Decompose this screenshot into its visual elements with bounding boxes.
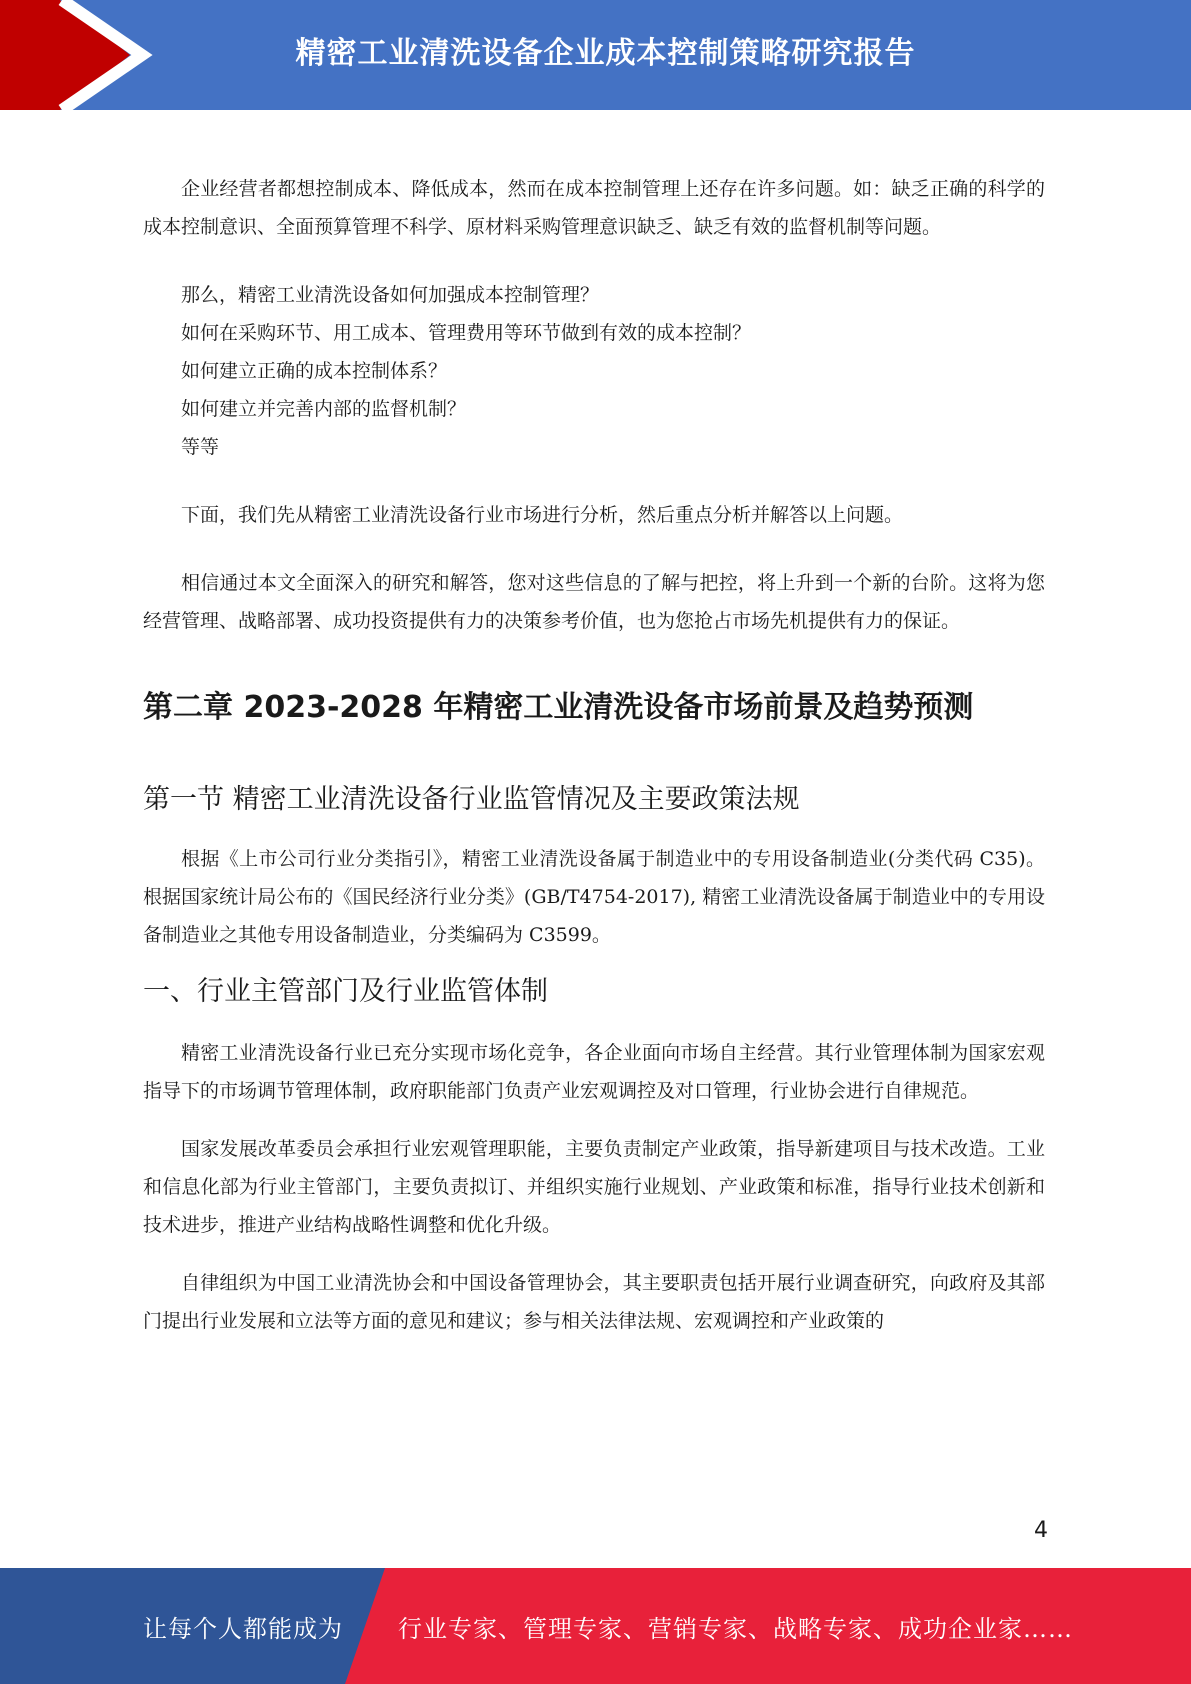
question-item: 等等: [181, 436, 220, 458]
document-body: [143, 170, 1045, 1340]
footer-slogan-right: 行业专家、管理专家、营销专家、战略专家、成功企业家……: [398, 1614, 1073, 1643]
footer-slogan-left: 让每个人都能成为: [143, 1614, 343, 1643]
section-paragraph-1: 根据《上市公司行业分类指引》，精密工业清洗设备属于制造业中的专用设备制造业(分类代码 C35)。根据国家统计局公布的《国民经济行业分类》(GB/T4754-2017), 精密工业清洗设备属于制造业中的专用设备制造业之其他专用设备制造业，分类编码为 C3599。: [143, 848, 1045, 946]
subsection-heading: 一、行业主管部门及行业监管体制: [143, 976, 548, 1007]
question-item: 如何建立并完善内部的监督机制？: [181, 398, 467, 420]
header-banner: [0, 0, 1191, 110]
subsection-paragraph-3: 自律组织为中国工业清洗协会和中国设备管理协会，其主要职责包括开展行业调查研究，向政府及其部门提出行业发展和立法等方面的意见和建议；参与相关法律法规、宏观调控和产业政策的: [143, 1272, 1045, 1332]
question-item: 那么，精密工业清洗设备如何加强成本控制管理？: [181, 284, 600, 306]
header-arrow-graphic: [0, 0, 160, 110]
subsection-paragraph-1: 精密工业清洗设备行业已充分实现市场化竞争，各企业面向市场自主经营。其行业管理体制为国家宏观指导下的市场调节管理体制，政府职能部门负责产业宏观调控及对口管理，行业协会进行自律规范。: [143, 1042, 1045, 1102]
intro-paragraph-1: 企业经营者都想控制成本、降低成本，然而在成本控制管理上还存在许多问题。如：缺乏正确的科学的成本控制意识、全面预算管理不科学、原材料采购管理意识缺乏、缺乏有效的监督机制等问题。: [143, 178, 1045, 238]
report-title: 精密工业清洗设备企业成本控制策略研究报告: [295, 36, 916, 71]
question-item: 如何建立正确的成本控制体系？: [181, 360, 448, 382]
chapter-heading: 第二章 2023-2028 年精密工业清洗设备市场前景及趋势预测: [143, 690, 974, 725]
page-number: 4: [1034, 1518, 1048, 1543]
intro-paragraph-3: 相信通过本文全面深入的研究和解答，您对这些信息的了解与把控，将上升到一个新的台阶。这将为您经营管理、战略部署、成功投资提供有力的决策参考价值，也为您抢占市场先机提供有力的保证。: [143, 572, 1045, 632]
intro-paragraph-2: 下面，我们先从精密工业清洗设备行业市场进行分析，然后重点分析并解答以上问题。: [181, 504, 904, 526]
question-list: [143, 276, 1045, 466]
question-item: 如何在采购环节、用工成本、管理费用等环节做到有效的成本控制？: [181, 322, 752, 344]
footer-banner: [0, 1568, 1191, 1684]
subsection-paragraph-2: 国家发展改革委员会承担行业宏观管理职能，主要负责制定产业政策，指导新建项目与技术改造。工业和信息化部为行业主管部门，主要负责拟订、并组织实施行业规划、产业政策和标准，指导行业技术创新和技术进步，推进产业结构战略性调整和优化升级。: [143, 1138, 1045, 1236]
section-heading: 第一节 精密工业清洗设备行业监管情况及主要政策法规: [143, 784, 800, 815]
